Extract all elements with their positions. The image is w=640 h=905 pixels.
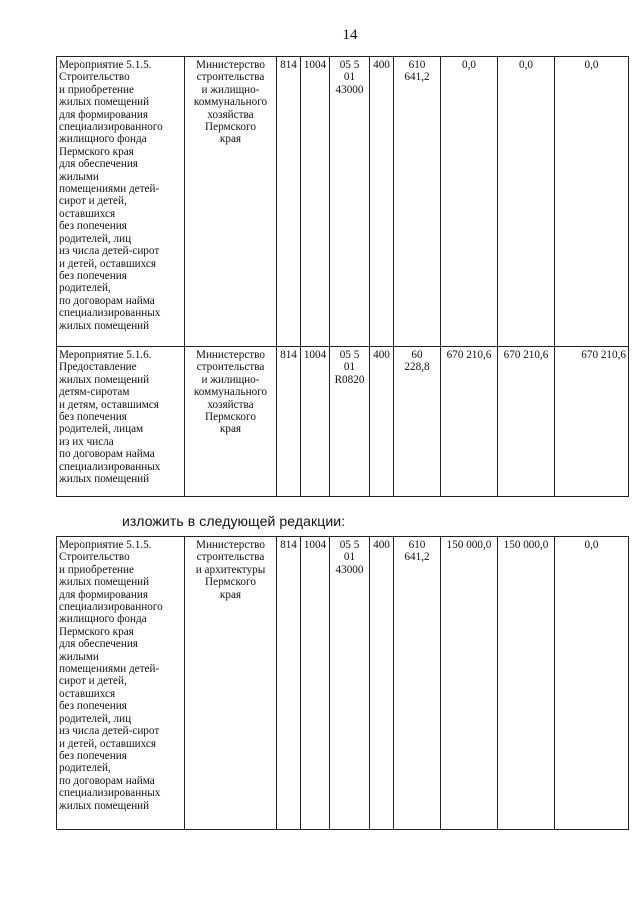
- grbs-code-cell: 814: [277, 537, 301, 830]
- year-3-cell: 670 210,6: [555, 347, 629, 497]
- section-code-cell: 1004: [301, 347, 330, 497]
- year-1-cell: 0,0: [441, 57, 498, 347]
- amount-cell: 60 228,8: [394, 347, 441, 497]
- budget-table-current: [56, 56, 629, 497]
- year-2-cell: 150 000,0: [498, 537, 555, 830]
- target-code-cell: 05 5 01 43000: [330, 57, 370, 347]
- amount-cell: 610 641,2: [394, 537, 441, 830]
- target-code-cell: 05 5 01 R0820: [330, 347, 370, 497]
- year-3-cell: 0,0: [555, 57, 629, 347]
- grbs-code-cell: 814: [277, 57, 301, 347]
- target-code-cell: 05 5 01 43000: [330, 537, 370, 830]
- year-1-cell: 670 210,6: [441, 347, 498, 497]
- expense-type-cell: 400: [370, 537, 394, 830]
- expense-type-cell: 400: [370, 57, 394, 347]
- ministry-cell: Министерство строительства и жилищно- коммунального хозяйства Пермского края: [185, 347, 277, 497]
- ministry-cell: Министерство строительства и архитектуры Пермского края: [185, 537, 277, 830]
- budget-table-new: [56, 536, 629, 830]
- year-1-cell: 150 000,0: [441, 537, 498, 830]
- section-code-cell: 1004: [301, 57, 330, 347]
- table-row: [57, 537, 629, 830]
- activity-name-cell: Мероприятие 5.1.6. Предоставление жилых помещений детям-сиротам и детям, оставшимся без попечения родителей, лицам из их числа по договорам найма специализированных жилых помещений: [57, 347, 185, 497]
- table-row: [57, 57, 629, 347]
- year-2-cell: 0,0: [498, 57, 555, 347]
- section-code-cell: 1004: [301, 537, 330, 830]
- table-row: [57, 347, 629, 497]
- ministry-cell: Министерство строительства и жилищно- коммунального хозяйства Пермского края: [185, 57, 277, 347]
- activity-name-cell: Мероприятие 5.1.5. Строительство и приобретение жилых помещений для формирования специализированного жилищного фонда Пермского края для обеспечения жилыми помещениями детей- сирот и детей, оставшихся без попечения родителей, лиц из числа детей-сирот и детей, оставшихся без попечения родителей, по договорам найма специализированных жилых помещений: [57, 57, 185, 347]
- year-3-cell: 0,0: [555, 537, 629, 830]
- activity-name-cell: Мероприятие 5.1.5. Строительство и приобретение жилых помещений для формирования специализированного жилищного фонда Пермского края для обеспечения жилыми помещениями детей- сирот и детей, оставшихся без попечения родителей, лиц из числа детей-сирот и детей, оставшихся без попечения родителей, по договорам найма специализированных жилых помещений: [57, 537, 185, 830]
- expense-type-cell: 400: [370, 347, 394, 497]
- page-number: 14: [342, 27, 358, 43]
- amendment-instruction: изложить в следующей редакции:: [122, 513, 346, 529]
- grbs-code-cell: 814: [277, 347, 301, 497]
- year-2-cell: 670 210,6: [498, 347, 555, 497]
- amount-cell: 610 641,2: [394, 57, 441, 347]
